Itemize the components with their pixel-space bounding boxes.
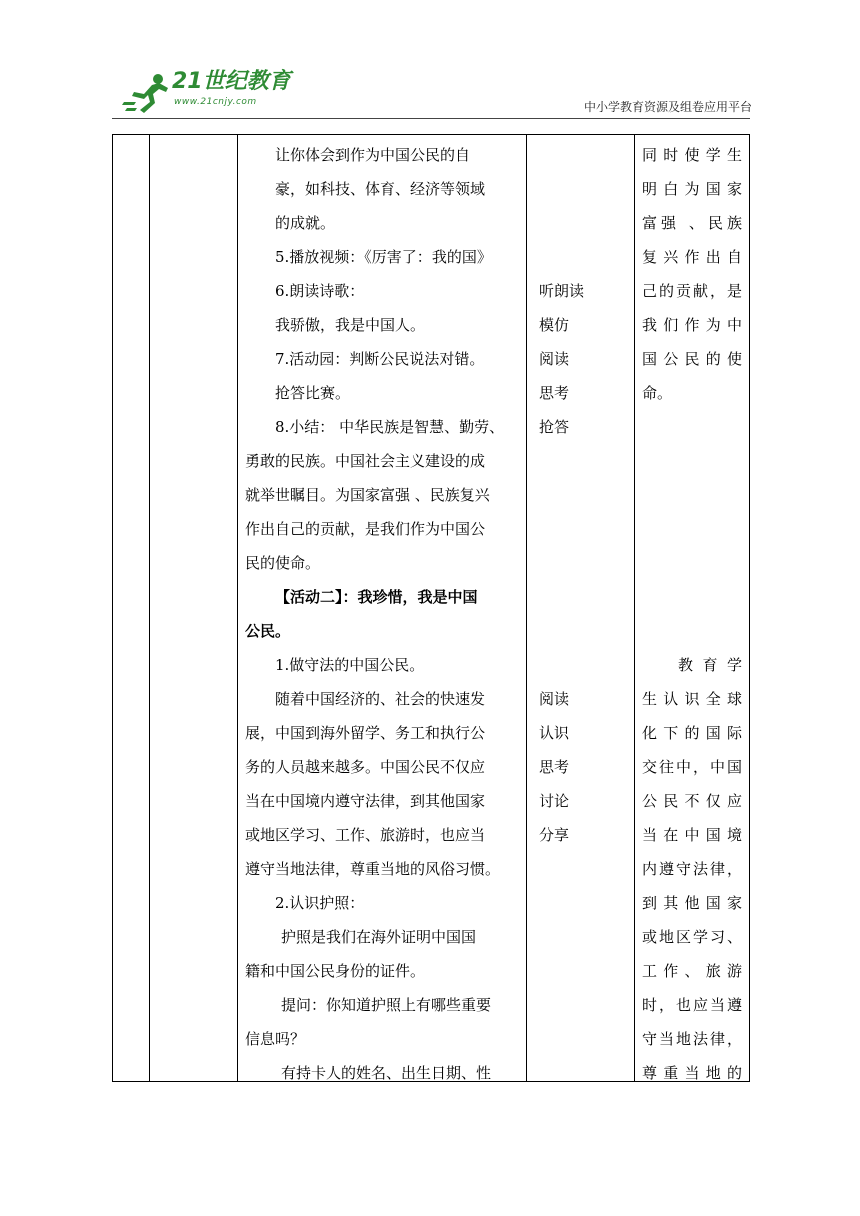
content-line: 务的人员越来越多。中国公民不仅应 [245, 758, 486, 776]
column-divider-3 [526, 134, 527, 1082]
content-line: 随着中国经济的、社会的快速发 [275, 690, 486, 708]
table-border-right [749, 134, 750, 1082]
intent-line: 公民不仅应 [642, 792, 742, 810]
activity-item: 听朗读 [539, 282, 585, 300]
content-line: 1.做守法的中国公民。 [275, 656, 425, 674]
intent-line: 工作、旅游 [642, 962, 742, 980]
intent-line: 我们作为中 [642, 316, 742, 334]
content-line: 有持卡人的姓名、出生日期、性 [281, 1064, 492, 1082]
student-activity-group-2 [539, 682, 619, 852]
column-divider-1 [149, 134, 150, 1082]
content-line: 8.小结： 中华民族是智慧、勤劳、 [275, 418, 505, 436]
activity-item: 分享 [539, 826, 570, 844]
intent-line: 守当地法律， [642, 1030, 742, 1048]
activity-item: 讨论 [539, 792, 570, 810]
design-intent-group-1 [642, 138, 742, 410]
intent-line: 当在中国境 [642, 826, 742, 844]
content-line: 民的使命。 [245, 554, 321, 572]
activity-two-heading: 【活动二】：我珍惜，我是中国 [275, 588, 478, 606]
intent-line: 明白为国家 [642, 180, 742, 198]
activity-item: 思考 [539, 384, 570, 402]
intent-line: 尊重当地的 [642, 1064, 742, 1082]
runner-logo-icon [122, 70, 174, 114]
table-border-top [112, 134, 750, 135]
logo-url: www.21cnjy.com [174, 97, 257, 107]
intent-line: 生认识全球 [642, 690, 742, 708]
intent-line: 己的贡献，是 [642, 282, 742, 300]
intent-line: 富强 、民族 [642, 214, 742, 232]
intent-line: 交往中，中国 [642, 758, 742, 776]
content-line: 的成就。 [275, 214, 336, 232]
content-line: 籍和中国公民身份的证件。 [245, 962, 426, 980]
logo-brand: 21世纪教育 [172, 69, 291, 94]
lesson-table [112, 134, 750, 1082]
content-line: 6.朗读诗歌： [275, 282, 365, 300]
content-line: 让你体会到作为中国公民的自 [275, 146, 471, 164]
content-line: 7.活动园：判断公民说法对错。 [275, 350, 485, 368]
column-divider-4 [634, 134, 635, 1082]
content-line: 勇敢的民族。中国社会主义建设的成 [245, 452, 486, 470]
content-line: 当在中国境内遵守法律，到其他国家 [245, 792, 486, 810]
platform-title: 中小学教育资源及组卷应用平台 [583, 100, 752, 114]
intent-line: 或地区学习、 [642, 928, 742, 946]
header-divider [112, 118, 750, 119]
logo [122, 64, 292, 116]
student-activity-group-1 [539, 274, 619, 444]
content-line: 我骄傲，我是中国人。 [275, 316, 426, 334]
content-line: 遵守当地法律，尊重当地的风俗习惯。 [245, 860, 501, 878]
activity-two-heading-cont: 公民。 [245, 622, 291, 640]
content-line: 就举世瞩目。为国家富强 、民族复兴 [245, 486, 490, 504]
activity-item: 阅读 [539, 690, 570, 708]
content-line: 2.认识护照： [275, 894, 365, 912]
intent-line: 国公民的使 [642, 350, 742, 368]
intent-line: 内遵守法律， [642, 860, 742, 878]
table-border-left [112, 134, 113, 1082]
content-line: 提问：你知道护照上有哪些重要 [281, 996, 492, 1014]
activity-item: 认识 [539, 724, 570, 742]
content-line: 展，中国到海外留学、务工和执行公 [245, 724, 486, 742]
activity-item: 阅读 [539, 350, 570, 368]
content-line: 或地区学习、工作、旅游时，也应当 [245, 826, 486, 844]
activity-item: 思考 [539, 758, 570, 776]
page-header [0, 0, 860, 124]
teaching-content-cell [245, 138, 522, 1090]
content-line: 5.播放视频：《厉害了：我的国》 [275, 248, 492, 266]
intent-line: 复兴作出自 [642, 248, 742, 266]
activity-item: 抢答 [539, 418, 570, 436]
content-line: 抢答比赛。 [275, 384, 351, 402]
intent-line: 命。 [642, 384, 673, 402]
design-intent-group-2 [642, 648, 742, 1090]
intent-line: 教育学 [678, 656, 742, 674]
intent-line: 时，也应当遵 [642, 996, 742, 1014]
intent-line: 化下的国际 [642, 724, 742, 742]
content-line: 作出自己的贡献，是我们作为中国公 [245, 520, 486, 538]
content-line: 护照是我们在海外证明中国国 [281, 928, 477, 946]
content-line: 信息吗？ [245, 1030, 306, 1048]
activity-item: 模仿 [539, 316, 570, 334]
content-line: 豪，如科技、体育、经济等领域 [275, 180, 486, 198]
intent-line: 到其他国家 [642, 894, 742, 912]
column-divider-2 [237, 134, 238, 1082]
intent-line: 同时使学生 [642, 146, 742, 164]
